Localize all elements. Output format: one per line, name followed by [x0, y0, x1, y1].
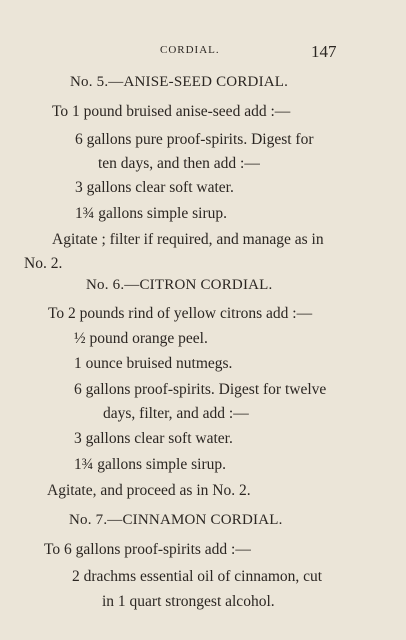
- recipe-heading: No. 5.—ANISE-SEED CORDIAL.: [70, 74, 289, 90]
- recipe-line: Agitate ; filter if required, and manage as in: [52, 231, 324, 248]
- page-number: 147: [311, 42, 337, 61]
- recipe-line: To 2 pounds rind of yellow citrons add :—: [48, 305, 313, 322]
- running-header: CORDIAL.: [160, 44, 220, 56]
- recipe-line: 1 ounce bruised nutmegs.: [74, 355, 233, 372]
- recipe-line: ½ pound orange peel.: [74, 330, 208, 347]
- recipe-line: To 6 gallons proof-spirits add :—: [44, 541, 251, 558]
- recipe-line: ten days, and then add :—: [98, 155, 260, 172]
- recipe-line: 1¾ gallons simple sirup.: [74, 456, 226, 473]
- recipe-line: in 1 quart strongest alcohol.: [102, 593, 275, 610]
- recipe-line: 6 gallons proof-spirits. Digest for twelve: [74, 381, 327, 398]
- recipe-line: 1¾ gallons simple sirup.: [75, 205, 227, 222]
- recipe-heading: No. 7.—CINNAMON CORDIAL.: [69, 512, 283, 528]
- recipe-line: 3 gallons clear soft water.: [74, 430, 233, 447]
- recipe-line: 6 gallons pure proof-spirits. Digest for: [75, 131, 314, 148]
- recipe-line: No. 2.: [24, 255, 63, 272]
- recipe-line: 3 gallons clear soft water.: [75, 179, 234, 196]
- recipe-line: days, filter, and add :—: [103, 405, 249, 422]
- recipe-line: Agitate, and proceed as in No. 2.: [47, 482, 251, 499]
- recipe-line: To 1 pound bruised anise-seed add :—: [52, 103, 291, 120]
- recipe-line: 2 drachms essential oil of cinnamon, cut: [72, 568, 323, 585]
- recipe-heading: No. 6.—CITRON CORDIAL.: [86, 277, 273, 293]
